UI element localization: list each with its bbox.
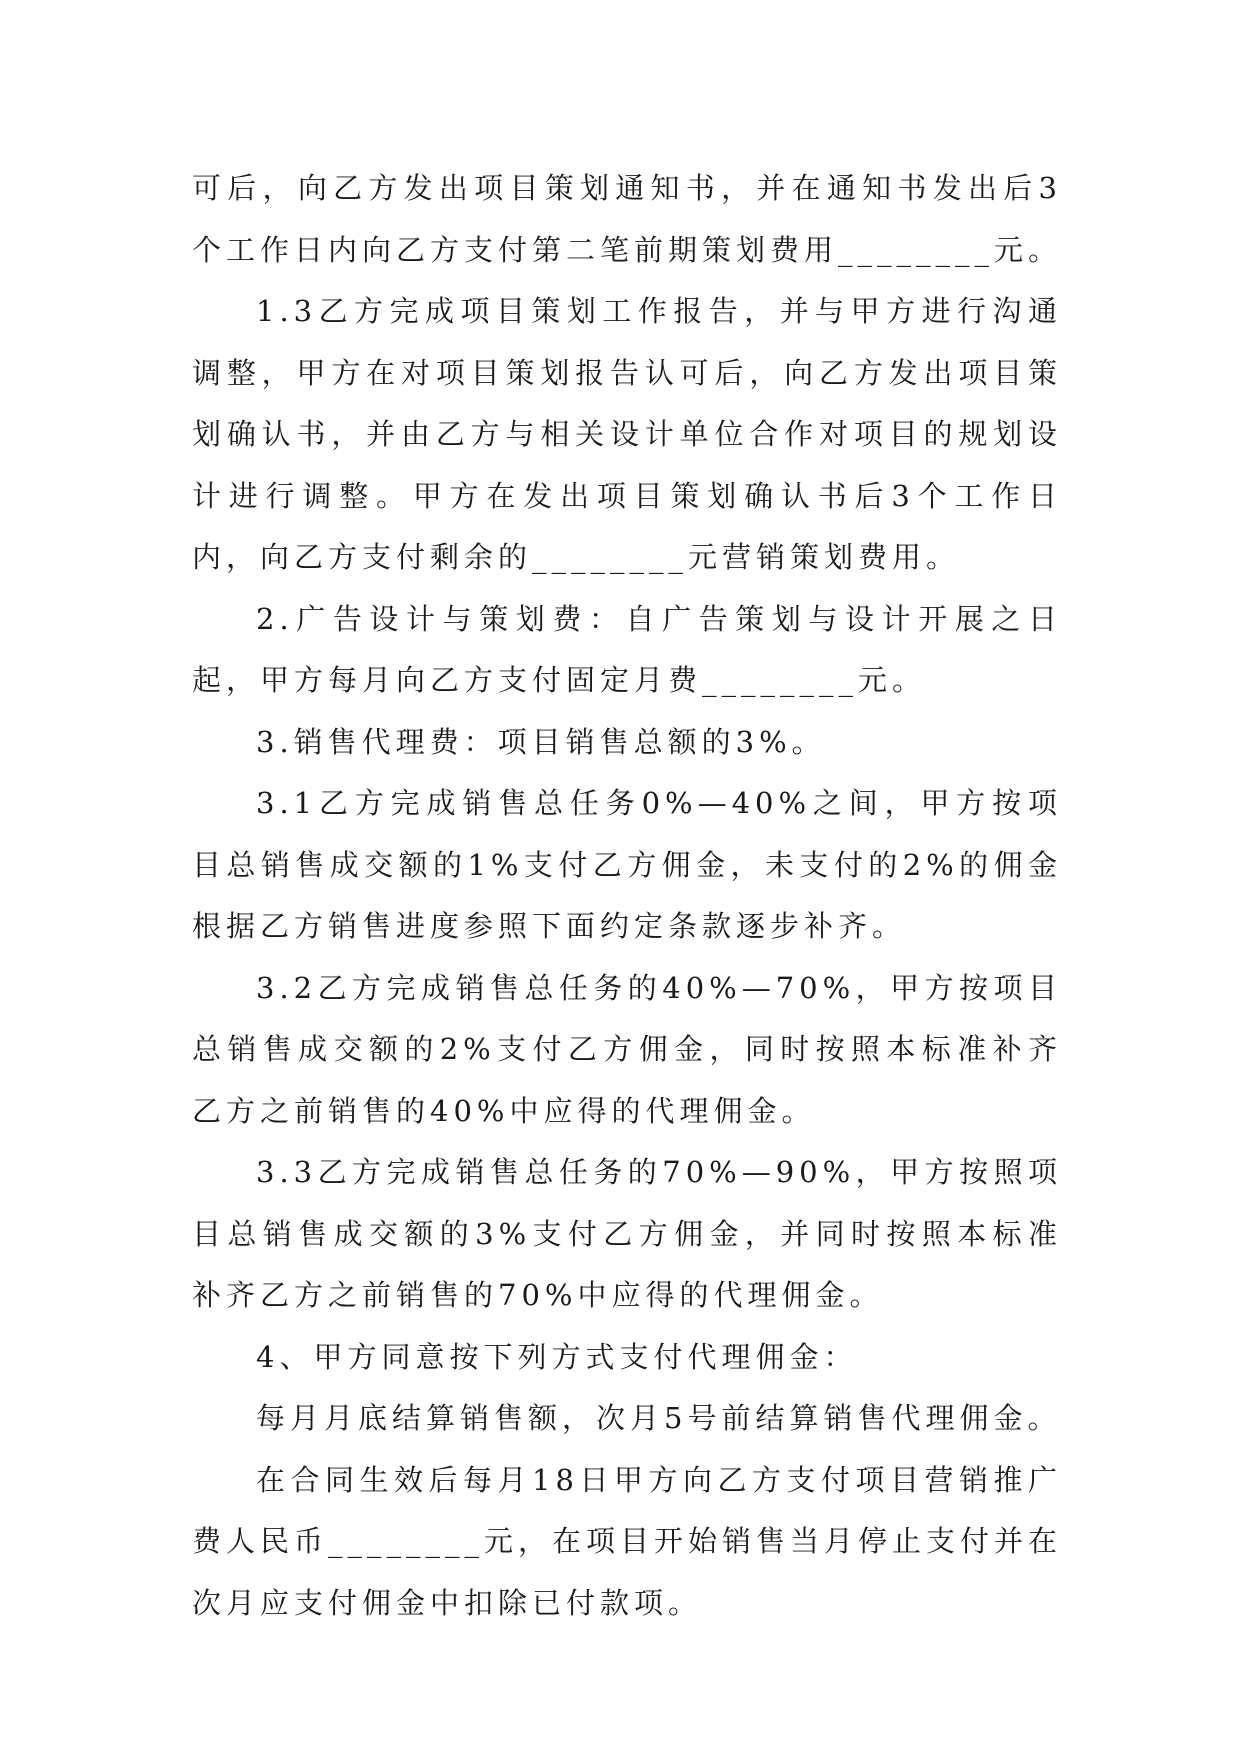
- paragraph-clause-2: 2.广告设计与策划费：自广告策划与设计开展之日起，甲方每月向乙方支付固定月费________元。: [192, 601, 1062, 697]
- document-body: [192, 158, 1062, 1634]
- paragraph-clause-1-3: 1.3乙方完成项目策划工作报告，并与甲方进行沟通调整，甲方在对项目策划报告认可后，向乙方发出项目策划确认书，并由乙方与相关设计单位合作对项目的规划设计进行调整。甲方在发出项目策划确认书后3个工作日内，向乙方支付剩余的________元营销策划费用。: [192, 294, 1062, 574]
- paragraph-clause-3: 3.销售代理费：项目销售总额的3%。: [256, 724, 826, 759]
- paragraph-clause-3-3: 3.3乙方完成销售总任务的70%—90%，甲方按照项目总销售成交额的3%支付乙方佣金，并同时按照本标准补齐乙方之前销售的70%中应得的代理佣金。: [192, 1155, 1062, 1312]
- paragraph-payment-notice: 可后，向乙方发出项目策划通知书，并在通知书发出后3个工作日内向乙方支付第二笔前期策划费用________元。: [192, 171, 1063, 267]
- paragraph-monthly-settlement: 每月月底结算销售额，次月5号前结算销售代理佣金。: [256, 1401, 1062, 1435]
- paragraph-clause-4: 4、甲方同意按下列方式支付代理佣金：: [256, 1339, 858, 1374]
- paragraph-clause-3-2: 3.2乙方完成销售总任务的40%—70%，甲方按项目总销售成交额的2%支付乙方佣金，同时按照本标准补齐乙方之前销售的40%中应得的代理佣金。: [192, 970, 1062, 1128]
- paragraph-promotion-fee: 在合同生效后每月18日甲方向乙方支付项目营销推广费人民币________元，在项目开始销售当月停止支付并在次月应支付佣金中扣除已付款项。: [192, 1462, 1063, 1620]
- paragraph-clause-3-1: 3.1乙方完成销售总任务0%—40%之间，甲方按项目总销售成交额的1%支付乙方佣金，未支付的2%的佣金根据乙方销售进度参照下面约定条款逐步补齐。: [192, 786, 1062, 943]
